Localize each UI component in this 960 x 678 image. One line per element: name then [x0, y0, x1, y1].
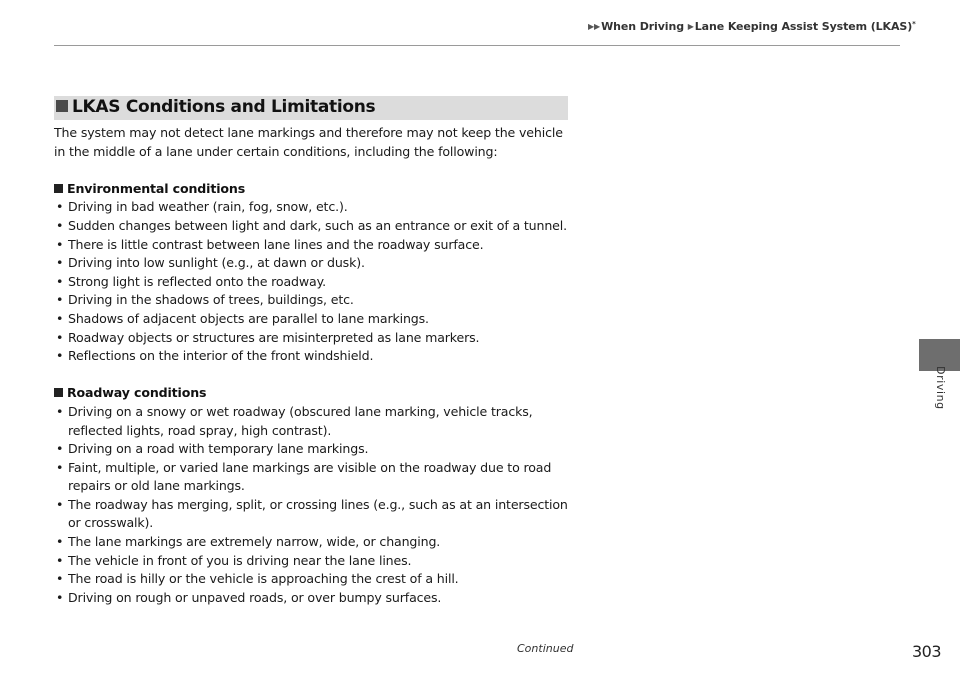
chapter-tab-label: Driving — [934, 366, 947, 410]
breadcrumb-item-when-driving[interactable]: When Driving — [601, 20, 684, 33]
environmental-conditions-list — [54, 198, 574, 365]
section-square-icon — [56, 100, 68, 112]
section-title-text: LKAS Conditions and Limitations — [72, 97, 376, 117]
intro-paragraph: The system may not detect lane markings and therefore may not keep the vehicle in the middle of a lane under certain conditions, including the following: — [54, 125, 563, 159]
subheading-text: Environmental conditions — [67, 180, 246, 196]
list-item: • The road is hilly or the vehicle is approaching the crest of a hill. — [54, 570, 574, 589]
list-item: • Driving on a snowy or wet roadway (obscured lane marking, vehicle tracks, reflected lights, road spray, high contrast). — [54, 403, 574, 440]
list-item: • Roadway objects or structures are misinterpreted as lane markers. — [54, 329, 574, 348]
subheading-environmental — [54, 180, 574, 199]
header-divider — [54, 45, 900, 46]
continued-note: Continued — [517, 642, 574, 655]
subheading-text: Roadway conditions — [67, 385, 207, 401]
breadcrumb-arrow-icon: ▶ — [687, 22, 694, 31]
list-item: • Driving on rough or unpaved roads, or over bumpy surfaces. — [54, 589, 574, 608]
list-item: • Reflections on the interior of the front windshield. — [54, 347, 574, 366]
page-number: 303 — [912, 642, 942, 661]
section-title — [56, 97, 375, 117]
list-item: • Driving in bad weather (rain, fog, snow, etc.). — [54, 198, 574, 217]
list-item: • Sudden changes between light and dark, such as an entrance or exit of a tunnel. — [54, 217, 574, 236]
subheading-roadway — [54, 384, 574, 403]
breadcrumb-arrow-icon: ▶▶ — [588, 22, 601, 31]
breadcrumb-item-lkas[interactable]: Lane Keeping Assist System (LKAS) — [694, 20, 913, 33]
list-item: • Driving into low sunlight (e.g., at dawn or dusk). — [54, 254, 574, 273]
list-item: • The lane markings are extremely narrow, wide, or changing. — [54, 533, 574, 552]
roadway-conditions-list — [54, 403, 574, 608]
list-item: • Driving in the shadows of trees, buildings, etc. — [54, 291, 574, 310]
list-item: • The roadway has merging, split, or crossing lines (e.g., such as at an intersection or crosswalk). — [54, 496, 574, 533]
subheading-square-icon — [54, 184, 63, 193]
list-item: • Strong light is reflected onto the roadway. — [54, 273, 574, 292]
list-item: • Faint, multiple, or varied lane markings are visible on the roadway due to road repairs or old lane markings. — [54, 459, 574, 496]
list-item: • There is little contrast between lane lines and the roadway surface. — [54, 236, 574, 255]
body-content — [54, 124, 574, 607]
breadcrumb — [588, 20, 916, 33]
list-item: • Driving on a road with temporary lane markings. — [54, 440, 574, 459]
list-item: • The vehicle in front of you is driving near the lane lines. — [54, 552, 574, 571]
footnote-marker: * — [912, 20, 916, 28]
subheading-square-icon — [54, 388, 63, 397]
list-item: • Shadows of adjacent objects are parallel to lane markings. — [54, 310, 574, 329]
